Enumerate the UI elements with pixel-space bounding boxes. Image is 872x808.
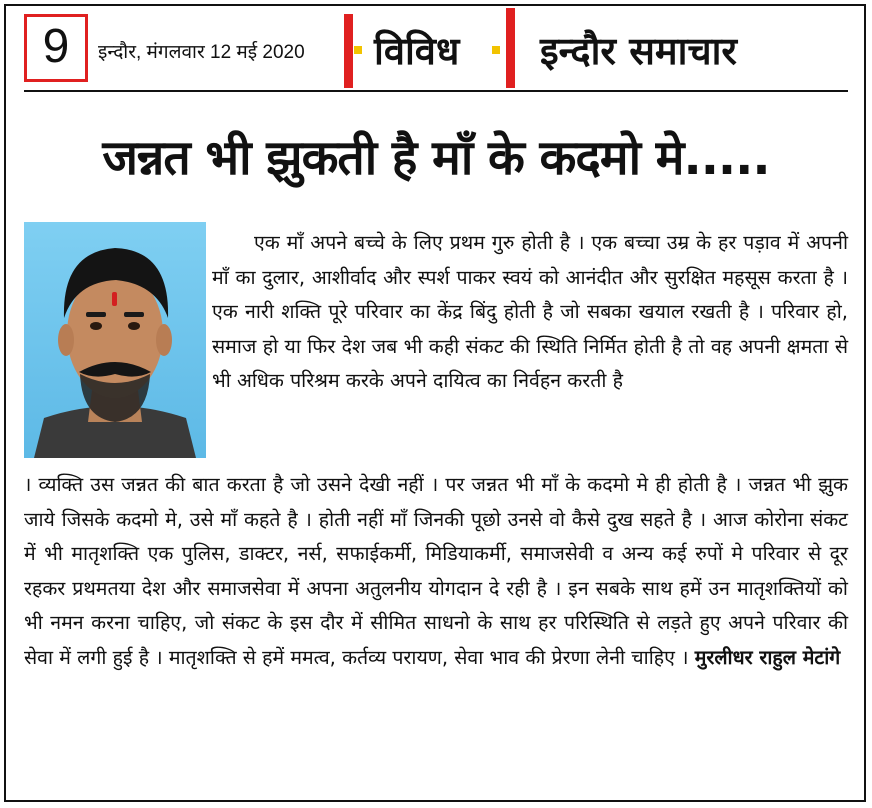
- author-byline: मुरलीधर राहुल मेटांगे: [694, 645, 841, 669]
- article-paragraph-top: एक माँ अपने बच्चे के लिए प्रथम गुरु होती है । एक बच्चा उम्र के हर पड़ाव में अपनी माँ का दुलार, आशीर्वाद और स्पर्श पाकर स्वयं को आनंदीत और सुरक्षित महसूस करता है । एक नारी शक्ति पूरे परिवार का केंद्र बिंदु होती है जो सबका खयाल रखती है । परिवार हो, समाज हो या फिर देश जब भी कही संकट की स्थिति निर्मित होती है तो वह अपनी क्षमता से भी अधिक परिश्रम करके अपने दायित्व का निर्वहन करती है: [212, 231, 848, 392]
- page-number: 9: [24, 14, 88, 82]
- section-label: विविध: [374, 29, 460, 73]
- yellow-marker-icon-right: [492, 46, 500, 54]
- masthead-rule: [24, 90, 848, 92]
- portrait-image: [24, 222, 206, 458]
- author-photo: [24, 222, 206, 458]
- red-divider-left: [344, 14, 353, 88]
- article-paragraph-bottom: [24, 468, 848, 675]
- red-divider-right: [506, 8, 515, 88]
- article-body-text: । व्यक्ति उस जन्नत की बात करता है जो उसने देखी नहीं । पर जन्नत भी माँ के कदमो मे ही होती है । जन्नत भी झुक जाये जिसके कदमो मे, उसे माँ कहते है । होती नहीं माँ जिनकी पूछो उनसे वो कैसे दुख सहते है । आज कोरोना संकट में भी मातृशक्ति एक पुलिस, डाक्टर, नर्स, सफाईकर्मी, मिडियाकर्मी, समाजसेवी व अन्य कई रुपों मे परिवार से दूर रहकर प्रथमतया देश और समाजसेवा में अपना अतुलनीय योगदान दे रही है । इन सबके साथ हमें उन मातृशक्तियों को भी नमन करना चाहिए, जो संकट के इस दौर में सीमित साधनो के साथ हर परिस्थिति से लड़ते हुए अपने परिवार की सेवा में लगी हुई है । मातृशक्ति से हमें ममत्व, कर्तव्य परायण, सेवा भाव की प्रेरणा लेनी चाहिए ।: [24, 473, 848, 669]
- yellow-marker-icon: [354, 46, 362, 54]
- article-headline: जन्नत भी झुकती है माँ के कदमो मे.....: [102, 130, 770, 186]
- date-line: इन्दौर, मंगलवार 12 मई 2020: [98, 42, 305, 63]
- newspaper-name: इन्दौर समाचार: [540, 29, 737, 73]
